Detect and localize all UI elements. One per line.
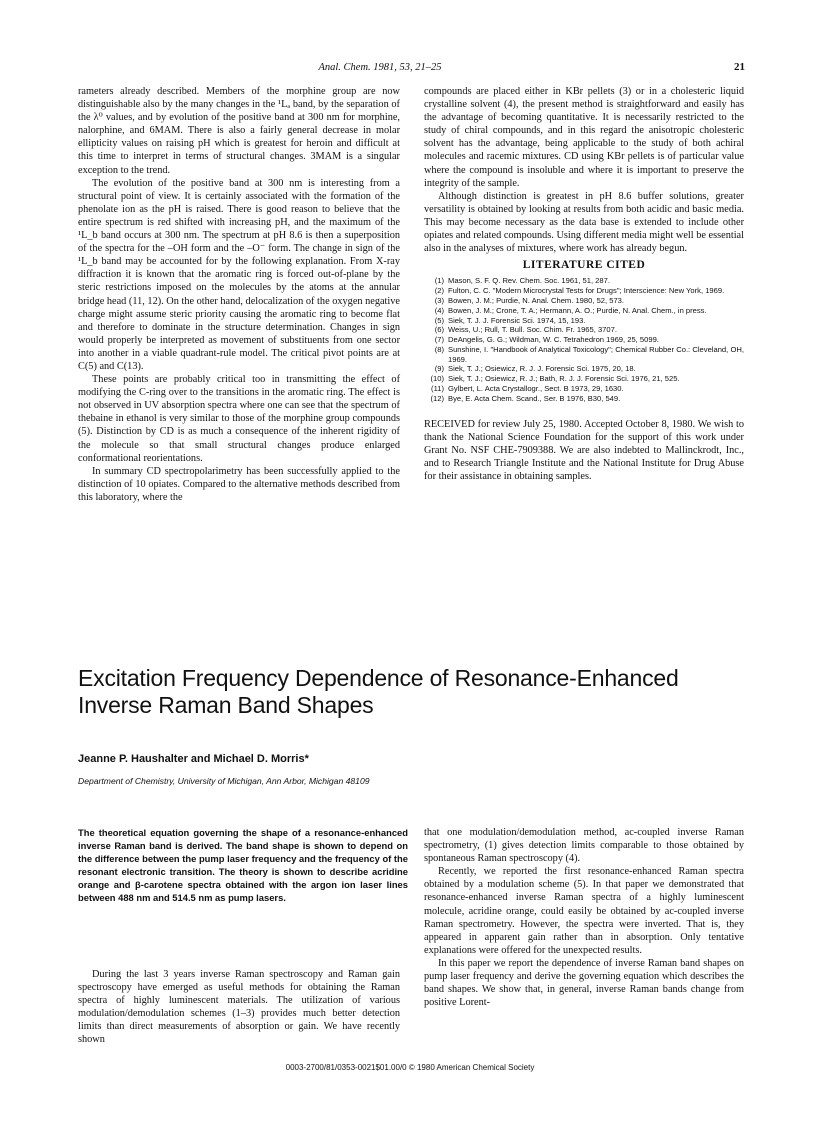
article-affiliation: Department of Chemistry, University of Michigan, Ann Arbor, Michigan 48109 <box>78 776 370 786</box>
reference-item: (9) Siek, T. J.; Osiewicz, R. J. J. Forensic Sci. 1975, 20, 18. <box>434 364 636 374</box>
body-paragraph: The evolution of the positive band at 300 nm is interesting from a structural point of view. It is certainly associated with the formation of the phenolate ion as the pH is raised. There is good reason to believe that the entire spectrum is red shifted with increasing pH, and the maximum of the ¹L_b band occurs at 300 nm. The spectrum at pH 8.6 is then a superposition of the spectra for the –OH form and the –O⁻ form. The change in sign of the ¹L_b band may be accounted for by the following explanation. From X-ray diffraction it is known that the aromatic ring is forced out-of-plane by the steric restrictions imposed on the molecules by the atoms at the annular bridge head (11, 12). On the other hand, delocalization of the oxygen negative charge might assume steric priority causing the aromatic ring to become flat and therefore to dominate in the structure determination. Changes in sign would properly be interpreted as movement of substituents from one sector into another in a viable quadrant-rule model. The critical pivot points are at C(5) and C(13). <box>78 177 400 372</box>
copyright-footer: 0003-2700/81/0353-0021$01.00/0 © 1980 American Chemical Society <box>285 1063 535 1072</box>
reference-item: (12) Bye, E. Acta Chem. Scand., Ser. B 1976, B30, 549. <box>430 393 621 403</box>
running-head: Anal. Chem. 1981, 53, 21–25 <box>318 62 442 73</box>
intro-right-column <box>424 826 744 1009</box>
reference-item: (11) Gylbert, L. Acta Crystallogr., Sect. B 1973, 29, 1630. <box>431 384 624 394</box>
right-column <box>424 85 744 483</box>
body-paragraph: rameters already described. Members of the morphine group are now distinguishable also by the many changes in the ¹Lₐ band, by the separation of the λ⁰ values, and by evolution of the positive band at 300 nm for morphine, nalorphine, and 6MAM. There is also a fairly general decrease in molar ellipticity values on raising pH which is greatest for heroin and difficult at this time to interpret in terms of structural changes. 3MAM is a singular exception to the trend. <box>78 86 400 176</box>
reference-item: (7) DeAngelis, G. G.; Wildman, W. C. Tetrahedron 1969, 25, 5099. <box>434 335 659 345</box>
literature-cited-heading: LITERATURE CITED <box>522 259 646 272</box>
article-authors: Jeanne P. Haushalter and Michael D. Morris* <box>78 753 309 765</box>
body-paragraph: that one modulation/demodulation method, ac-coupled inverse Raman spectrometry, (1) gives detection limits comparable to those obtained by spontaneous Raman spectroscopy (4). <box>424 827 744 865</box>
reference-item: (8) Sunshine, I. "Handbook of Analytical Toxicology"; Chemical Rubber Co.: Cleveland, OH, 1969. <box>434 344 744 364</box>
body-paragraph: In this paper we report the dependence of inverse Raman band shapes on pump laser frequency and derive the governing equation which describes the band shapes. We show that, in general, inverse Raman bands change from positive Lorent- <box>424 957 744 1009</box>
received-note: RECEIVED for review July 25, 1980. Accepted October 8, 1980. We wish to thank the National Science Foundation for the support of this work under Grant No. NSF CHE-7909388. We are also indebted to Mallinckrodt, Inc., and to Research Triangle Institute and the National Institute for Drug Abuse for their assistance in obtaining samples. <box>424 418 744 483</box>
article-abstract: The theoretical equation governing the shape of a resonance-enhanced inverse Raman band is derived. The band shape is shown to depend on the difference between the pump laser frequency and the frequency of the resonant electronic transition. The theory is shown to describe acridine orange and β-carotene spectra obtained with the argon ion laser lines between 488 nm and 514.5 nm as pump lasers. <box>78 827 408 904</box>
page-number: 21 <box>734 61 745 73</box>
body-paragraph: In summary CD spectropolarimetry has been successfully applied to the distinction of 10 opiates. Compared to the alternative methods described from this laboratory, where the <box>78 465 400 503</box>
intro-left-column <box>78 968 400 1047</box>
body-paragraph: Although distinction is greatest in pH 8.6 buffer solutions, greater versatility is obtained by looking at results from both acidic and basic media. This may become necessary as the data base is extended to include other opiates and related compounds. Using different media might well be essential also in the analyses of mixtures, where work has already begun. <box>424 190 744 255</box>
reference-item: (4) Bowen, J. M.; Crone, T. A.; Hermann, A. O.; Purdie, N. Anal. Chem., in press. <box>434 305 707 315</box>
reference-item: (1) Mason, S. F. Q. Rev. Chem. Soc. 1961, 51, 287. <box>434 276 610 286</box>
body-paragraph: compounds are placed either in KBr pellets (3) or in a cholesteric liquid crystalline solvent (4), the present method is straightforward and easily has the advantage of becoming quantitative. It is necessarily restricted to the study of chiral compounds, and in this regard the anisotropic cholesteric solvent has the advantage, being applicable to the study of both achiral molecules and racemic mixtures. CD using KBr pellets is of particular value where the compound is insoluble and where it is important to preserve the integrity of the sample. <box>424 86 744 189</box>
reference-item: (5) Siek, T. J. J. Forensic Sci. 1974, 15, 193. <box>434 315 586 325</box>
body-paragraph: Recently, we reported the first resonance-enhanced Raman spectra obtained by a modulation scheme (5). In that paper we demonstrated that resonance-enhanced inverse Raman spectra of a highly luminescent molecule, acridine orange, could easily be obtained by ac-coupled inverse Raman spectrometry. However, the spectra were inverted. That is, they appeared in apparent gain rather than in absorption. Only tentative explanations were offered for the unexpected results. <box>424 866 744 956</box>
reference-item: (2) Fulton, C. C. "Modern Microcrystal Tests for Drugs"; Interscience: New York, 1969. <box>434 286 725 296</box>
body-paragraph: These points are probably critical too in transmitting the effect of modifying the C-ring over to the transitions in the aromatic ring. The effect is not observed in UV absorption spectra where one can see that the spectrum of thebaine in ethanol is very similar to those of the morphine group compounds (5). Distinction by CD is as much a consequence of the inherent rigidity of the molecule so that small structural changes produce enlarged conformational reorientations. <box>78 374 400 464</box>
body-paragraph: During the last 3 years inverse Raman spectroscopy and Raman gain spectroscopy have emerged as useful methods for obtaining the Raman spectra of highly luminescent materials. The utilization of various modulation/demodulation schemes (1–3) provides much better detection limits than direct measurements of absorption or gain. We have recently shown <box>78 969 400 1046</box>
reference-item: (10) Siek, T. J.; Osiewicz, R. J.; Bath, R. J. J. Forensic Sci. 1976, 21, 525. <box>430 374 680 384</box>
article-title: Excitation Frequency Dependence of Resonance-Enhanced Inverse Raman Band Shapes <box>78 665 679 718</box>
reference-list <box>424 276 744 403</box>
left-column <box>78 85 400 504</box>
reference-item: (3) Bowen, J. M.; Purdie, N. Anal. Chem. 1980, 52, 573. <box>434 295 625 305</box>
reference-item: (6) Weiss, U.; Rull, T. Bull. Soc. Chim. Fr. 1965, 3707. <box>434 325 617 335</box>
